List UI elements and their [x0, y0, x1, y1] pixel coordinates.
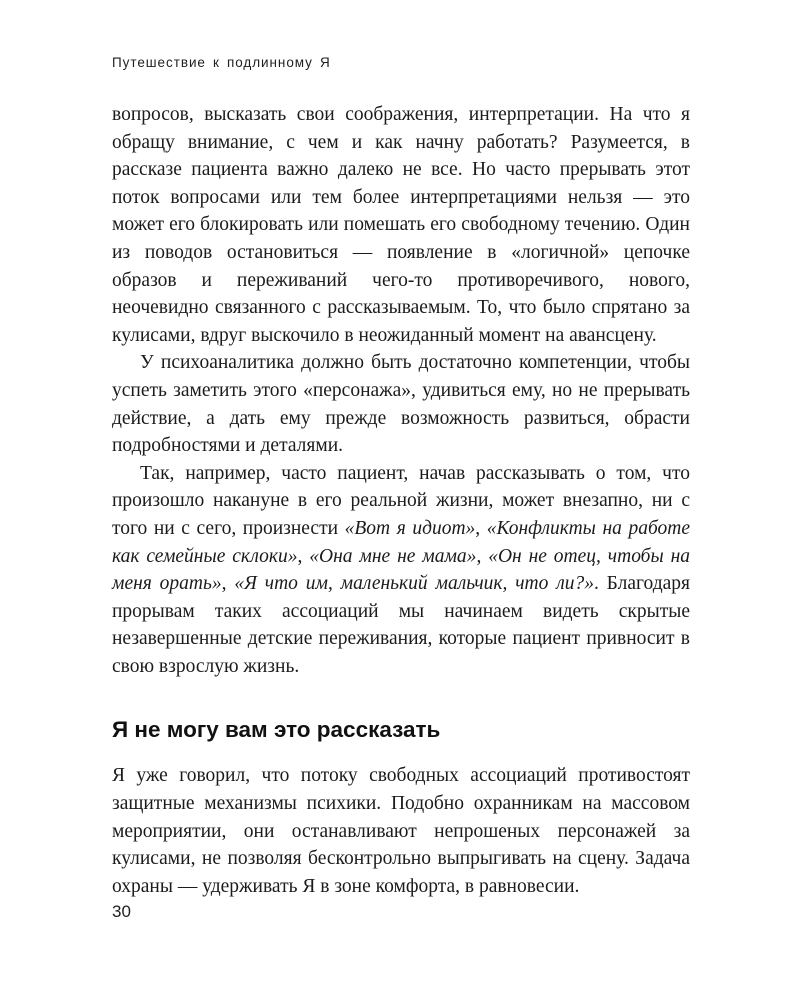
paragraph	[112, 762, 690, 900]
paragraph	[112, 460, 690, 681]
text-run: ,	[221, 573, 235, 595]
page-number: 30	[112, 902, 131, 921]
quoted-phrase-italic: «Вот я идиот»	[344, 517, 476, 539]
book-page	[112, 0, 690, 1000]
content-blocks	[112, 101, 690, 900]
text-run: У психоаналитика должно быть достаточно компетенции, чтобы успеть заметить этого «персонажа», удивиться ему, но не прерывать действие, а дать ему прежде возможность развиться, обрасти подробностями и деталями.	[112, 352, 690, 457]
text-run: вопросов, высказать свои соображения, интерпретации. На что я обращу внимание, с чем и как начну работать? Разумеется, в рассказе пациента важно далеко не все. Но часто прерывать этот поток вопросами или тем более интерпретациями нельзя — это может его блокировать или помешать его свободному течению. Один из поводов остановиться — появление в «логичной» цепочке образов и переживаний чего-то противоречивого, нового, неочевидно связанного с рассказываемым. То, что было спрятано за кулисами, вдруг выскочило в неожиданный момент на авансцену.	[112, 104, 690, 346]
text-run: ,	[476, 545, 489, 567]
paragraph	[112, 101, 690, 349]
quoted-phrase-italic: «Конфликты на работе как семейные склоки»	[112, 517, 690, 567]
paragraph	[112, 349, 690, 459]
quoted-phrase-italic: «Он не отец, чтобы на меня орать»	[112, 545, 691, 595]
text-run: ,	[475, 517, 487, 539]
text-run: . Благодаря прорывам таких ассоциаций мы начинаем видеть скрытые незавершенные детские переживания, которые пациент привносит в свою взрослую жизнь.	[112, 573, 691, 677]
quoted-phrase-italic: «Я что им, маленький мальчик, что ли?»	[234, 573, 594, 595]
text-run: Я уже говорил, что потоку свободных ассоциаций противостоят защитные механизмы психики. Подобно охранникам на массовом мероприятии, они останавливают непрошеных персонажей за кулисами, не позволяя бесконтрольно выпрыгивать на сцену. Задача охраны — удерживать Я в зоне комфорта, в равновесии.	[112, 765, 690, 897]
text-run: Так, например, часто пациент, начав рассказывать о том, что произошло накануне в его реальной жизни, может внезапно, ни с того ни с сего, произнести	[112, 462, 690, 539]
quoted-phrase-italic: «Она мне не мама»	[309, 545, 477, 567]
section-heading: Я не могу вам это рассказать	[112, 717, 441, 743]
text-run: ,	[297, 545, 310, 567]
running-header: Путешествие к подлинному Я	[112, 55, 331, 70]
